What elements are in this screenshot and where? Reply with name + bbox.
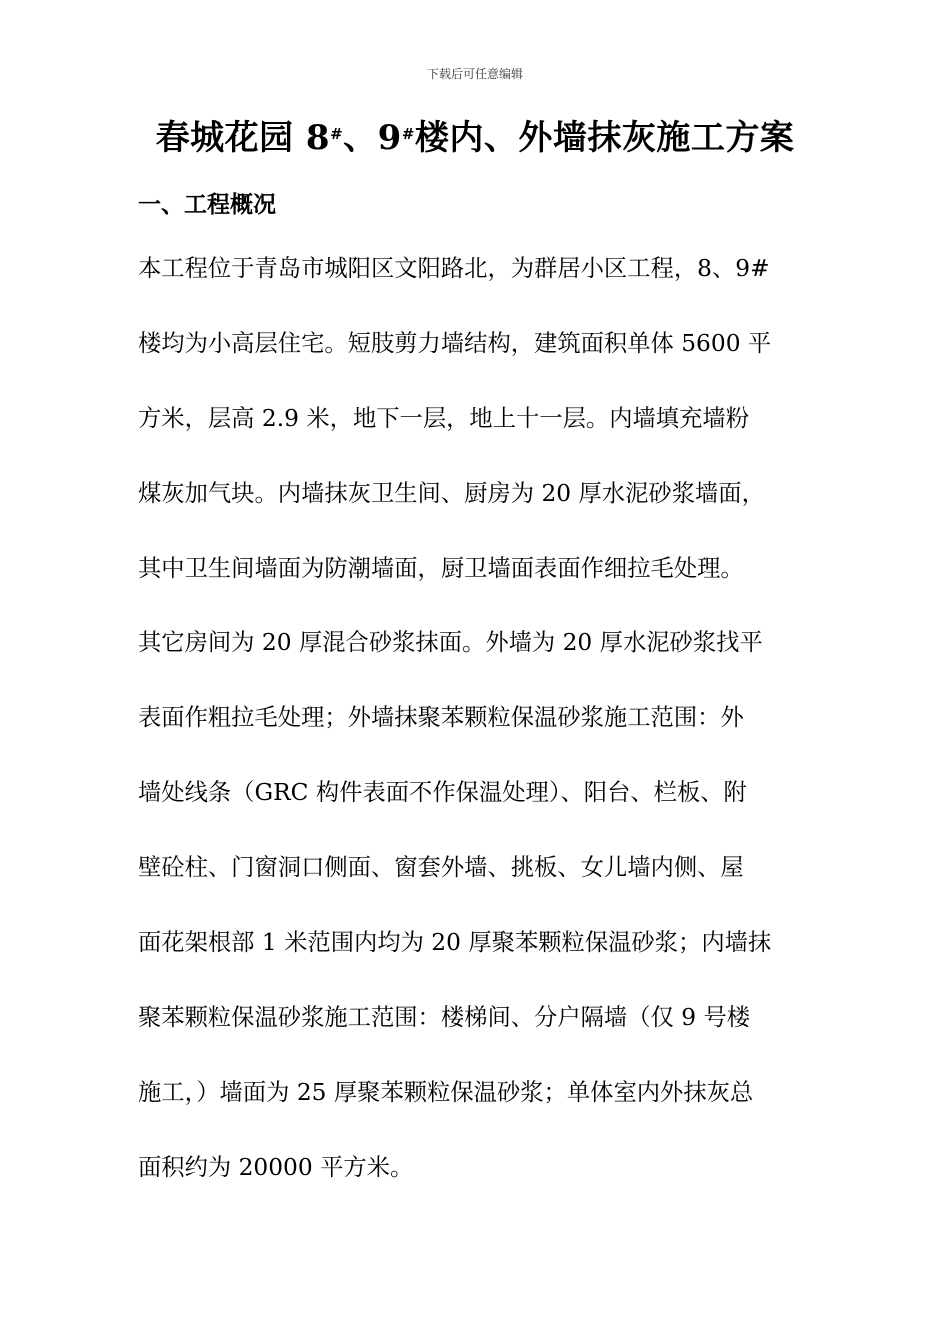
body-line: 面花架根部 1 米范围内均为 20 厚聚苯颗粒保温砂浆；内墙抹 <box>138 929 772 957</box>
body-line: 面积约为 20000 平方米。 <box>138 1153 414 1181</box>
body-line: 表面作粗拉毛处理；外墙抹聚苯颗粒保温砂浆施工范围：外 <box>138 704 744 732</box>
body-paragraph <box>138 248 818 1222</box>
body-line: 其中卫生间墙面为防潮墙面，厨卫墙面表面作细拉毛处理。 <box>138 554 744 582</box>
page-header-note: 下载后可任意编辑 <box>426 67 523 81</box>
title-text-part3: 楼内、外墙抹灰施工方案 <box>414 118 795 158</box>
title-text-part2: 、9 <box>343 118 402 158</box>
body-line: 本工程位于青岛市城阳区文阳路北，为群居小区工程，8、9# <box>138 255 770 282</box>
title-text-part1: 春城花园 8 <box>155 118 331 158</box>
document-title <box>0 112 950 164</box>
body-line: 施工，）墙面为 25 厚聚苯颗粒保温砂浆；单体室内外抹灰总 <box>138 1078 754 1106</box>
body-line: 楼均为小高层住宅。短肢剪力墙结构，建筑面积单体 5600 平 <box>138 329 772 357</box>
body-line: 聚苯颗粒保温砂浆施工范围：楼梯间、分户隔墙（仅 9 号楼 <box>138 1003 751 1031</box>
title-superscript-2: # <box>401 125 415 143</box>
body-line: 墙处线条（GRC 构件表面不作保温处理）、阳台、栏板、附 <box>138 779 747 807</box>
section-heading: 一、工程概况 <box>138 191 276 218</box>
body-line: 方米，层高 2.9 米，地下一层，地上十一层。内墙填充墙粉 <box>138 404 749 432</box>
body-line: 壁砼柱、门窗洞口侧面、窗套外墙、挑板、女儿墙内侧、屋 <box>138 854 744 882</box>
title-superscript-1: # <box>330 125 344 143</box>
body-line: 其它房间为 20 厚混合砂浆抹面。外墙为 20 厚水泥砂浆找平 <box>138 629 763 657</box>
body-line: 煤灰加气块。内墙抹灰卫生间、厨房为 20 厚水泥砂浆墙面， <box>138 479 765 507</box>
